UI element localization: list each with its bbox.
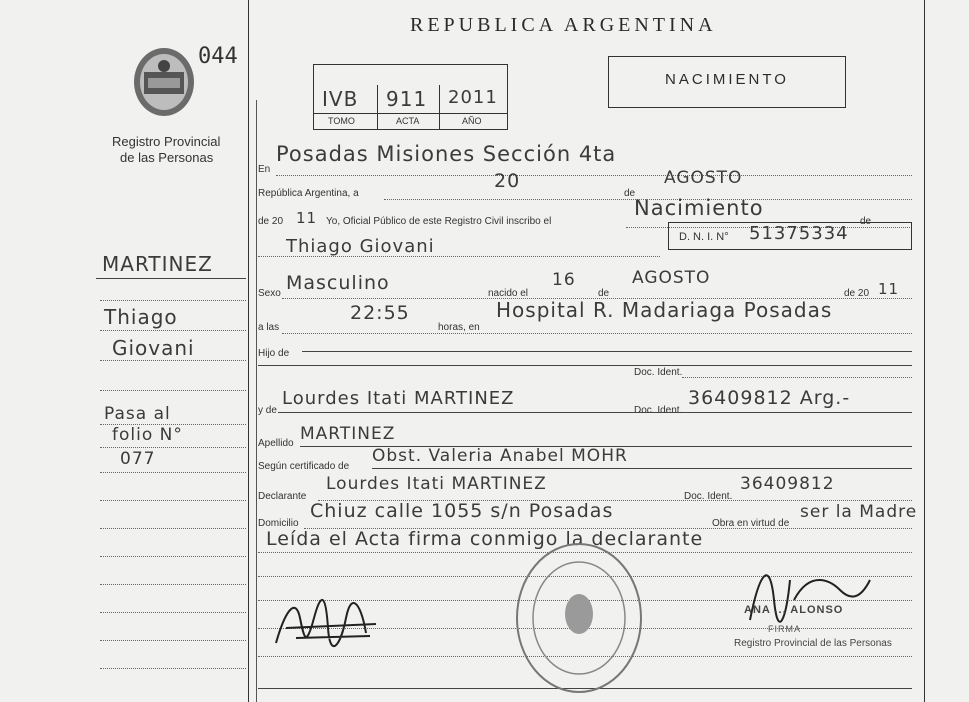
registry-number: 044: [198, 44, 238, 69]
label-doc-ident-1: Doc. Ident.: [634, 367, 683, 378]
act-type-box: [608, 56, 846, 108]
civil-registry-seal: [512, 540, 646, 696]
field-month: AGOSTO: [664, 168, 743, 188]
dots-child: [258, 256, 660, 257]
field-cert: Obst. Valeria Anabel MOHR: [372, 446, 628, 466]
registry-logo: [128, 42, 200, 120]
field-domicilio: Chiuz calle 1055 s/n Posadas: [310, 500, 614, 522]
label-de-2: de: [598, 288, 610, 299]
line-segun: [372, 468, 912, 469]
field-sexo: Masculino: [286, 272, 390, 294]
tomo-acta-sep2: [439, 85, 440, 129]
registry-name-2: de las Personas: [120, 150, 214, 165]
side-dots-14: [100, 668, 246, 669]
tomo-acta-row-line: [314, 113, 507, 114]
label-yde: y de: [258, 405, 277, 416]
tomo-value: IVB: [322, 87, 359, 111]
label-de20: de 20: [844, 288, 870, 299]
field-day: 20: [494, 170, 521, 192]
label-doc-ident-3: Doc. Ident.: [684, 491, 733, 502]
label-de2011: de 20: [258, 216, 284, 227]
dots-en: [276, 175, 912, 176]
label-segun: Según certificado de: [258, 461, 350, 472]
field-apellido: MARTINEZ: [300, 424, 396, 444]
label-sexo: Sexo: [258, 288, 281, 299]
acta-label: ACTA: [396, 116, 420, 126]
field-birth-month: AGOSTO: [632, 268, 711, 288]
side-name-2: Giovani: [112, 336, 195, 360]
label-republica: República Argentina, a: [258, 188, 359, 199]
side-dots-7: [100, 472, 246, 473]
side-dots-10: [100, 556, 246, 557]
left-inner-border: [256, 100, 257, 702]
line-yde: [278, 412, 912, 413]
official-org: Registro Provincial de las Personas: [734, 638, 892, 649]
side-note-3: 077: [120, 449, 156, 469]
field-mother: Lourdes Itati MARTINEZ: [282, 388, 515, 409]
field-declarante-doc: 36409812: [740, 474, 835, 494]
anio-value: 2011: [448, 87, 498, 108]
field-declarante: Lourdes Itati MARTINEZ: [326, 474, 547, 494]
side-dots-9: [100, 528, 246, 529]
field-closing: Leída el Acta firma conmigo la declarante: [266, 528, 704, 550]
side-dots-3: [100, 360, 246, 361]
anio-label: AÑO: [462, 116, 482, 126]
act-type-label: NACIMIENTO: [665, 71, 789, 88]
tomo-label: TOMO: [328, 116, 355, 126]
field-birth-year: 11: [878, 280, 900, 298]
label-nacido: nacido el: [488, 288, 529, 299]
side-dots-11: [100, 584, 246, 585]
field-place: Posadas Misiones Sección 4ta: [276, 142, 617, 166]
side-dots-12: [100, 612, 246, 613]
field-place-birth: Hospital R. Madariaga Posadas: [496, 298, 833, 322]
right-border: [924, 0, 925, 702]
label-alas: a las: [258, 322, 280, 333]
field-dni: 51375334: [749, 223, 849, 244]
label-obra: Obra en virtud de: [712, 518, 790, 529]
republic-title: REPUBLICA ARGENTINA: [410, 14, 717, 36]
acta-value: 911: [386, 87, 428, 111]
label-declarante: Declarante: [258, 491, 307, 502]
side-dots-1: [100, 300, 246, 301]
official-title: FIRMA: [768, 624, 801, 634]
side-line-1: [96, 278, 246, 279]
label-de-end: de: [860, 216, 872, 227]
field-birth-day: 16: [552, 270, 576, 290]
label-dni: D. N. I. N°: [679, 231, 729, 243]
side-dots-8: [100, 500, 246, 501]
label-hijo: Hijo de: [258, 348, 290, 359]
dots-alas: [282, 333, 912, 334]
side-dots-6: [100, 447, 246, 448]
label-apellido: Apellido: [258, 438, 294, 449]
field-mother-doc: 36409812 Arg.-: [688, 387, 851, 409]
field-time: 22:55: [350, 302, 410, 324]
official-signature: [730, 560, 880, 630]
side-dots-2: [100, 330, 246, 331]
label-de-1: de: [624, 188, 636, 199]
dots-doc-1: [682, 377, 912, 378]
dni-box: [668, 222, 912, 250]
left-column-divider: [248, 0, 249, 702]
field-obra: ser la Madre: [800, 502, 918, 522]
side-surname: MARTINEZ: [102, 252, 213, 276]
label-doc-ident-2: Doc. Ident.: [634, 405, 683, 416]
field-child: Thiago Giovani: [286, 236, 435, 257]
tomo-acta-box: [313, 64, 508, 130]
field-acto: Nacimiento: [634, 196, 764, 220]
side-name-1: Thiago: [104, 305, 178, 329]
field-year-suffix: 11: [296, 209, 318, 227]
official-name: ANA ... ALONSO: [744, 604, 844, 616]
registry-name-1: Registro Provincial: [112, 134, 221, 149]
side-dots-13: [100, 640, 246, 641]
tomo-acta-sep1: [377, 85, 378, 129]
label-domicilio: Domicilio: [258, 518, 299, 529]
line-hijo: [302, 351, 912, 352]
declarant-signature: [266, 588, 386, 658]
line-hijo-2: [258, 365, 912, 366]
label-yo: Yo, Oficial Público de este Registro Civil inscribo el: [326, 216, 552, 227]
side-note-2: folio N°: [112, 425, 183, 445]
side-note-1: Pasa al: [104, 404, 171, 424]
side-dots-4: [100, 390, 246, 391]
label-en: En: [258, 164, 271, 175]
label-horas: horas, en: [438, 322, 480, 333]
